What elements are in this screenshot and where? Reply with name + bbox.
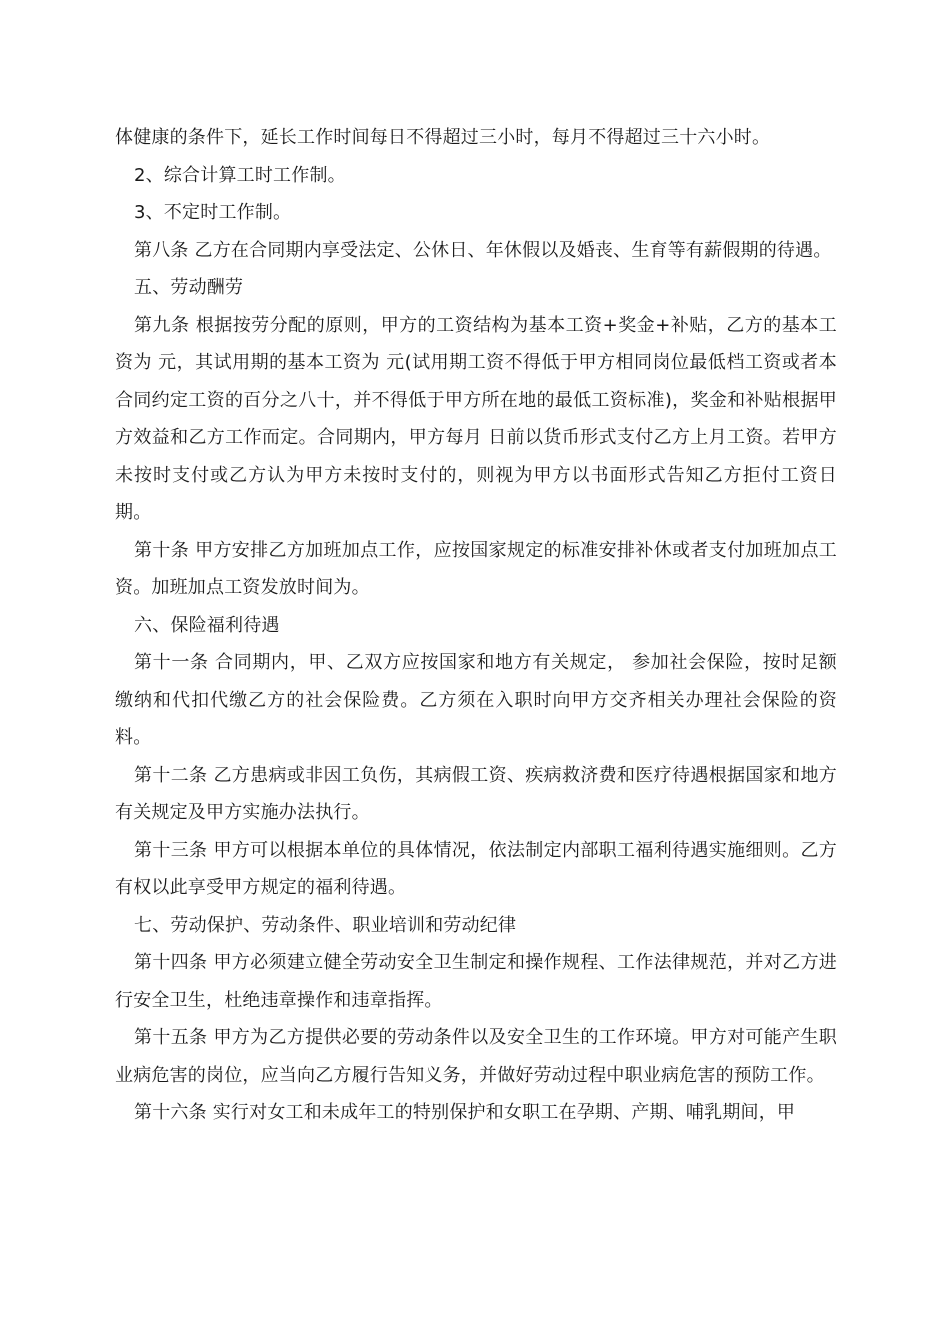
paragraph-flexible-hours: 3、不定时工作制。 bbox=[134, 202, 292, 223]
section-heading-remuneration: 五、劳动酬劳 bbox=[134, 277, 244, 298]
article-14: 第十四条 甲方必须建立健全劳动安全卫生制定和操作规程、工作法律规范，并对乙方进行安全卫生，杜绝违章操作和违章指挥。 bbox=[115, 952, 837, 1011]
section-heading-insurance: 六、保险福利待遇 bbox=[134, 614, 280, 636]
document-body bbox=[115, 119, 837, 1132]
article-16: 第十六条 实行对女工和未成年工的特别保护和女职工在孕期、产期、哺乳期间，甲 bbox=[134, 1102, 796, 1123]
article-13: 第十三条 甲方可以根据本单位的具体情况，依法制定内部职工福利待遇实施细则。乙方有权以此享受甲方规定的福利待遇。 bbox=[115, 839, 837, 898]
article-11: 第十一条 合同期内，甲、乙双方应按国家和地方有关规定， 参加社会保险，按时足额缴纳和代扣代缴乙方的社会保险费。乙方须在入职时向甲方交齐相关办理社会保险的资料。 bbox=[115, 652, 837, 748]
paragraph-overtime-limit: 体健康的条件下，延长工作时间每日不得超过三小时，每月不得超过三十六小时。 bbox=[115, 127, 771, 148]
section-heading-labor-protection: 七、劳动保护、劳动条件、职业培训和劳动纪律 bbox=[134, 914, 517, 936]
article-8: 第八条 乙方在合同期内享受法定、公休日、年休假以及婚丧、生育等有薪假期的待遇。 bbox=[134, 239, 832, 261]
article-10: 第十条 甲方安排乙方加班加点工作，应按国家规定的标准安排补休或者支付加班加点工资。加班加点工资发放时间为。 bbox=[115, 539, 837, 598]
article-12: 第十二条 乙方患病或非因工负伤，其病假工资、疾病救济费和医疗待遇根据国家和地方有关规定及甲方实施办法执行。 bbox=[115, 764, 837, 823]
article-15: 第十五条 甲方为乙方提供必要的劳动条件以及安全卫生的工作环境。甲方对可能产生职业病危害的岗位，应当向乙方履行告知义务，并做好劳动过程中职业病危害的预防工作。 bbox=[115, 1027, 837, 1086]
article-9: 第九条 根据按劳分配的原则，甲方的工资结构为基本工资+奖金+补贴，乙方的基本工资为 元，其试用期的基本工资为 元(试用期工资不得低于甲方相同岗位最低档工资或者本合同约定工资的百分之八十，并不得低于甲方所在地的最低工资标准)，奖金和补贴根据甲方效益和乙方工作而定。合同期内，甲方每月 日前以货币形式支付乙方上月工资。若甲方未按时支付或乙方认为甲方未按时支付的，则视为甲方以书面形式告知乙方拒付工资日期。 bbox=[115, 314, 837, 523]
paragraph-comprehensive-hours: 2、综合计算工时工作制。 bbox=[134, 164, 346, 186]
